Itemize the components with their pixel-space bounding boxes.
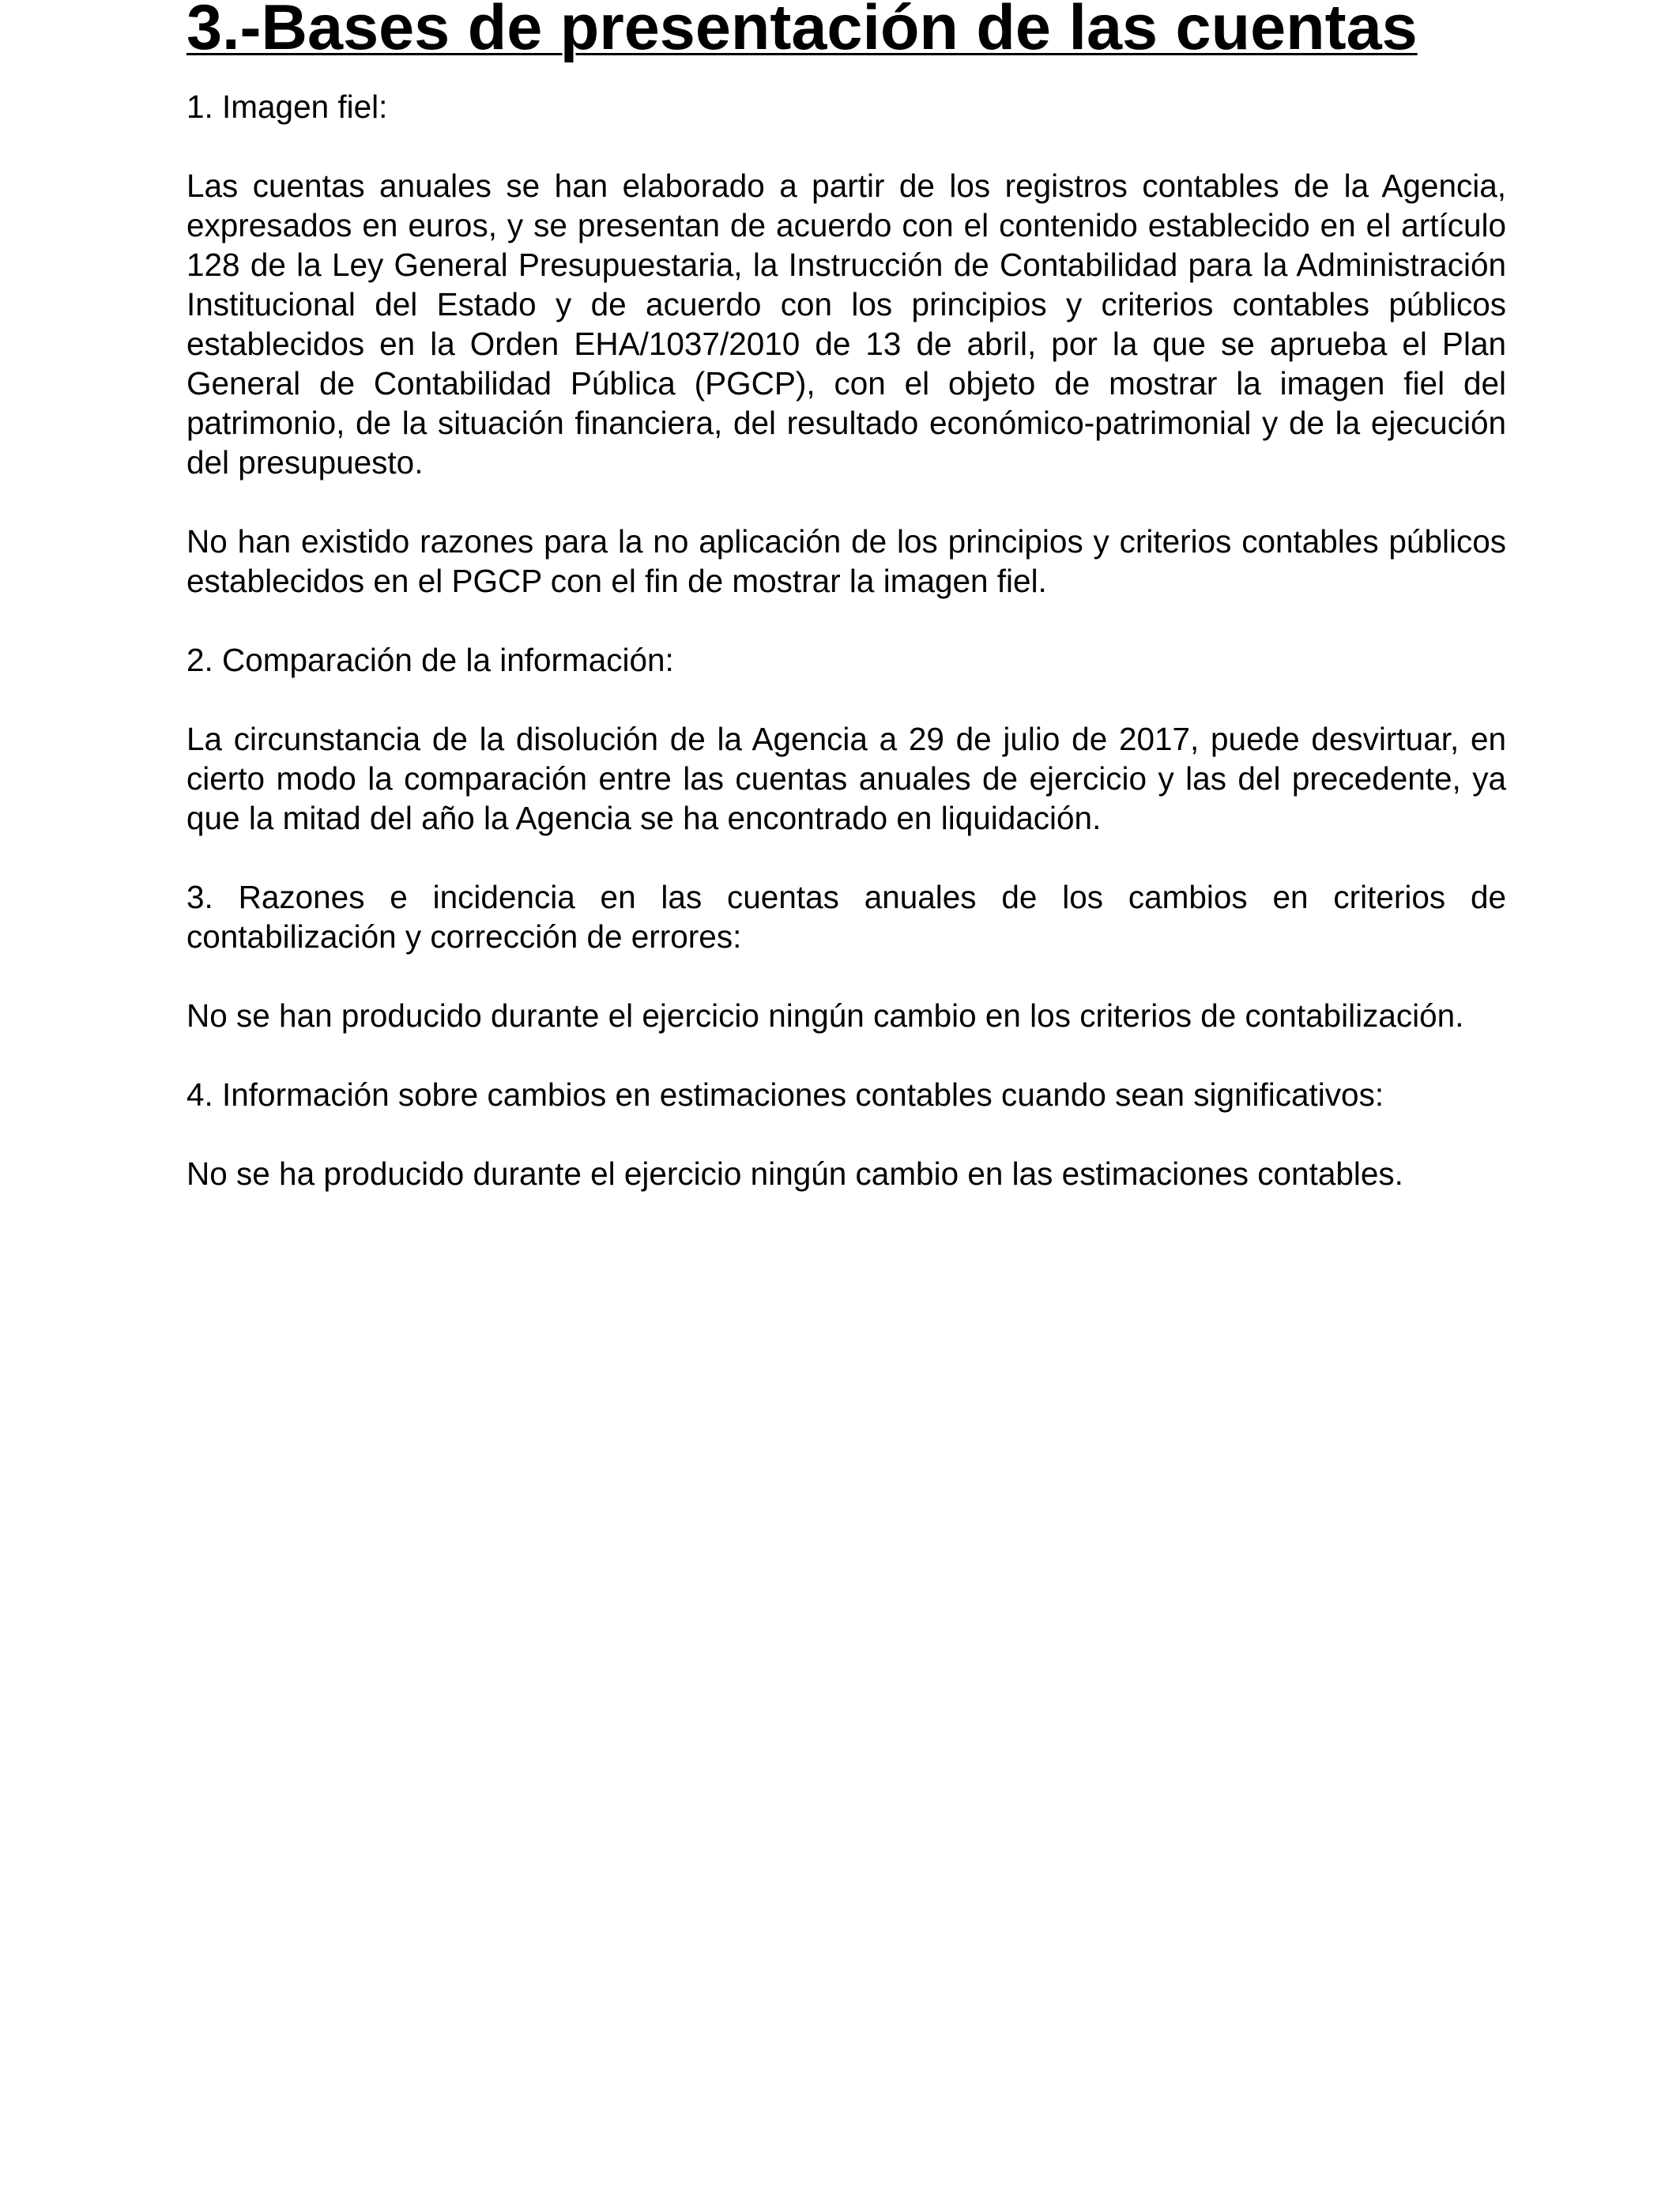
section-4-paragraph-1: No se ha producido durante el ejercicio ningún cambio en las estimaciones contables.	[186, 1155, 1403, 1192]
section-4-heading: 4. Información sobre cambios en estimaciones contables cuando sean significativos:	[186, 1076, 1384, 1113]
section-1-paragraph-2: No han existido razones para la no aplicación de los principios y criterios contables públicos establecidos en el PGCP con el fin de mostrar la imagen fiel.	[186, 523, 1506, 599]
section-3-heading: 3. Razones e incidencia en las cuentas anuales de los cambios en criterios de contabilización y corrección de errores:	[186, 879, 1506, 955]
document-title: 3.-Bases de presentación de las cuentas	[186, 0, 1418, 63]
section-1-heading: 1. Imagen fiel:	[186, 89, 388, 125]
document-page	[186, 0, 1506, 1193]
section-2-paragraph-1: La circunstancia de la disolución de la Agencia a 29 de julio de 2017, puede desvirtuar, en cierto modo la comparación entre las cuentas anuales de ejercicio y las del precedente, ya que la mitad del año la Agencia se ha encontrado en liquidación.	[186, 721, 1506, 836]
section-2-heading: 2. Comparación de la información:	[186, 642, 674, 678]
section-3-paragraph-1: No se han producido durante el ejercicio ningún cambio en los criterios de contabilización.	[186, 997, 1464, 1034]
section-1-paragraph-1: Las cuentas anuales se han elaborado a partir de los registros contables de la Agencia, expresados en euros, y se presentan de acuerdo con el contenido establecido en el artículo 128 de la Ley General Presupuestaria, la Instrucción de Contabilidad para la Administración Institucional del Estado y de acuerdo con los principios y criterios contables públicos establecidos en la Orden EHA/1037/2010 de 13 de abril, por la que se aprueba el Plan General de Contabilidad Pública (PGCP), con el objeto de mostrar la imagen fiel del patrimonio, de la situación financiera, del resultado económico-patrimonial y de la ejecución del presupuesto.	[186, 168, 1506, 481]
